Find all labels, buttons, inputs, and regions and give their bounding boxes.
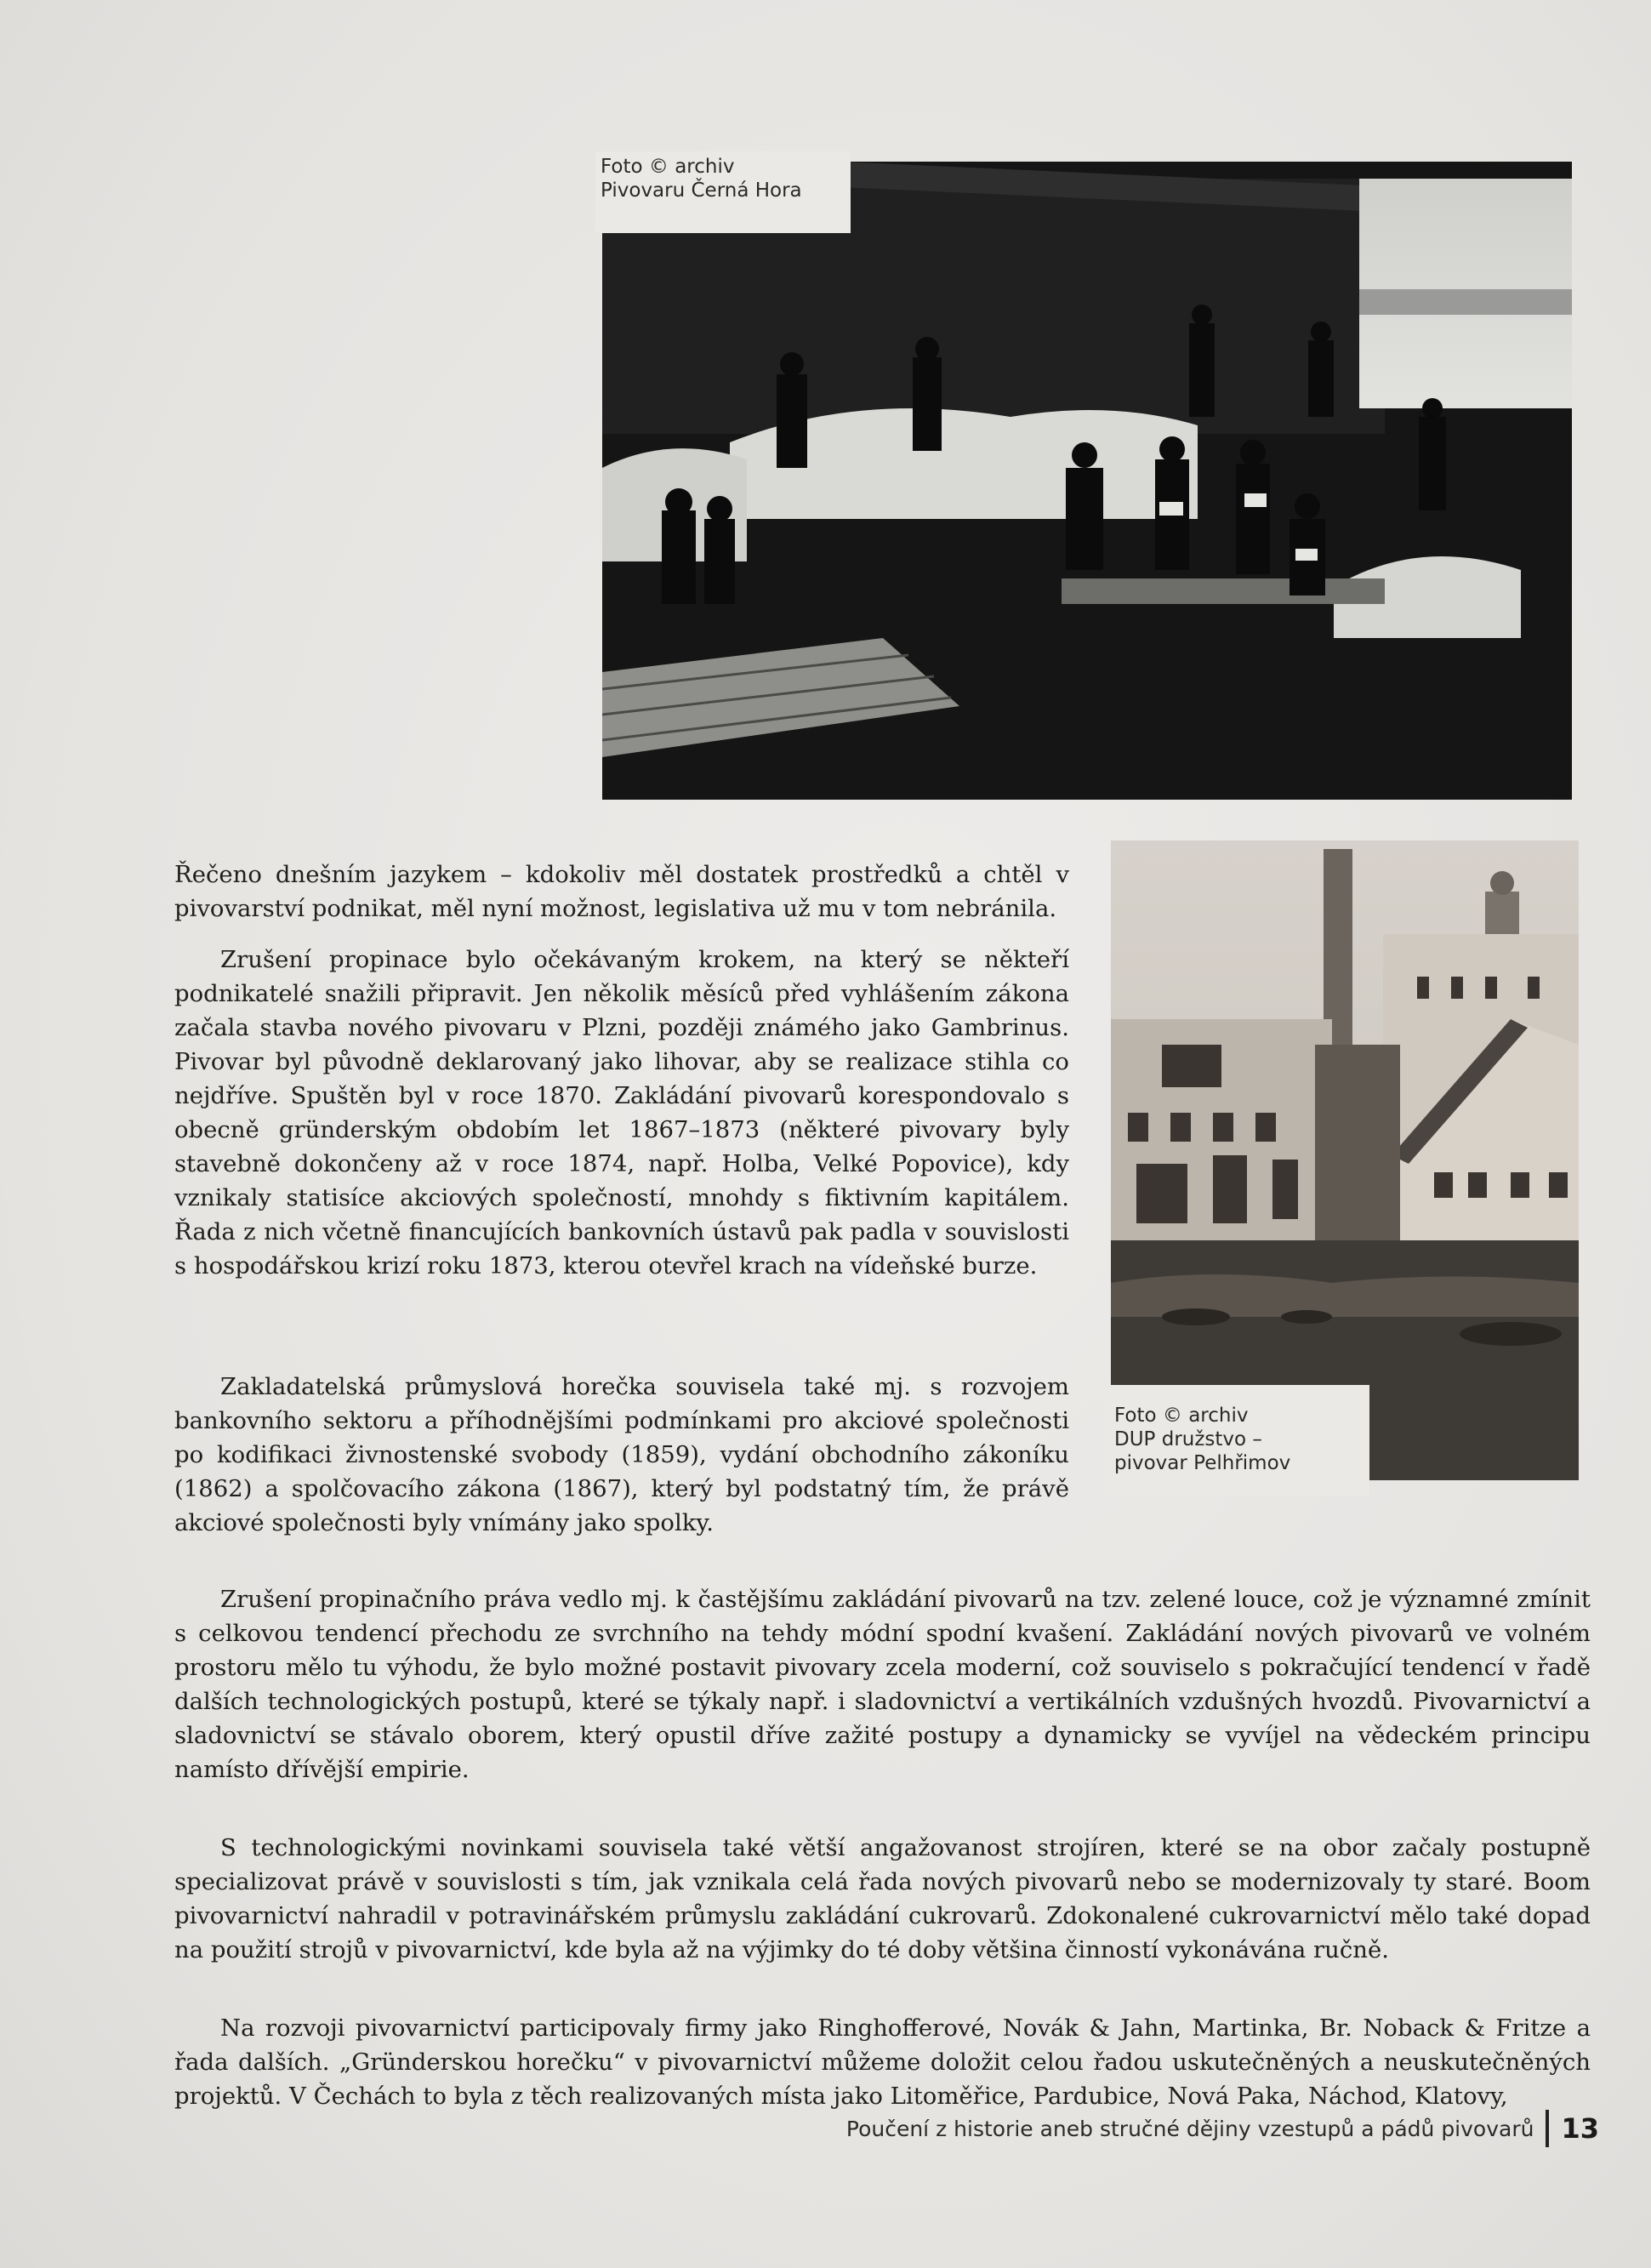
photo-right-caption-line: Foto © archiv [1114,1405,1249,1427]
photo-top-caption-line: Pivovaru Černá Hora [601,180,802,202]
photo-top-caption [601,155,802,202]
footer-separator [1546,2110,1549,2147]
page-footer [800,2110,1599,2147]
body-paragraph: Řečeno dnešním jazykem – kdokoliv měl dostatek prostředků a chtěl v pivovarství podnikat, měl nyní možnost, legislativa už mu v tom nebránila. [174,861,1069,922]
photo-right-caption-line: pivovar Pelhřimov [1114,1452,1291,1474]
photo-top-caption-line: Foto © archiv [601,156,735,178]
photo-ice-harvest [602,162,1572,800]
photo-right-caption [1114,1404,1290,1475]
page-number: 13 [1561,2112,1599,2145]
running-title: Poučení z historie aneb stručné dějiny vzestupů a pádů pivovarů [845,2116,1534,2141]
historic-photo-ice-harvest-icon [602,162,1572,800]
body-paragraph: S technologickými novinkami souvisela také větší angažovanost strojíren, které se na obor začaly postupně specializovat právě v souvislosti s tím, jak vznikala celá řada nových pivovarů nebo se modernizovaly ty staré. Boom pivovarnictví nahradil v potravinářském průmyslu zakládání cukrovarů. Zdokonalené cukrovarnictví mělo také dopad na použití strojů v pivovarnictví, kde byla až na výjimky do té doby většina činností vykonávána ručně. [174,1834,1591,1963]
photo-right-caption-line: DUP družstvo – [1114,1428,1262,1450]
body-paragraph: Zrušení propinačního práva vedlo mj. k častějšímu zakládání pivovarů na tzv. zelené louce, což je významné zmínit s celkovou tendencí přechodu ze svrchního na tehdy módní spodní kvašení. Zakládání nových pivovarů ve volném prostoru mělo tu výhodu, že bylo možné postavit pivovary zcela moderní, což souviselo s pokračující tendencí v řadě dalších technologických postupů, které se týkaly např. i sladovnictví a vertikálních vzdušných hvozdů. Pivovarnictví a sladovnictví se stávalo oborem, který opustil dříve zažité postupy a dynamicky se vyvíjel na vědeckém principu namísto dřívější empirie. [174,1586,1591,1783]
body-paragraph: Zakladatelská průmyslová horečka souvisela také mj. s rozvojem bankovního sektoru a příhodnějšími podmínkami pro akciové společnosti po kodifikaci živnostenské svobody (1859), vydání obchodního zákoníku (1862) a spolčovacího zákona (1867), který byl podstatný tím, že právě akciové společnosti byly vnímány jako spolky. [174,1373,1069,1536]
body-paragraph: Zrušení propinace bylo očekávaným krokem, na který se někteří podnikatelé snažili připravit. Jen několik měsíců před vyhlášením zákona začala stavba nového pivovaru v Plzni, později známého jako Gambrinus. Pivovar byl původně deklarovaný jako lihovar, aby se realizace stihla co nejdříve. Spuštěn byl v roce 1870. Zakládání pivovarů korespondovalo s obecně gründerským obdobím let 1867–1873 (některé pivovary byly stavebně dokončeny až v roce 1874, např. Holba, Velké Popovice), kdy vznikaly statisíce akciových společností, mnohdy s fiktivním kapitálem. Řada z nich včetně financujících bankovních ústavů pak padla v souvislosti s hospodářskou krizí roku 1873, kterou otevřel krach na vídeňské burze. [174,946,1069,1279]
body-paragraph: Na rozvoji pivovarnictví participovaly firmy jako Ringhofferové, Novák & Jahn, Martinka, Br. Noback & Fritze a řada dalších. „Gründerskou horečku“ v pivovarnictví můžeme doložit celou řadou uskutečněných a neuskutečněných projektů. V Čechách to byla z těch realizovaných místa jako Litoměřice, Pardubice, Nová Paka, Náchod, Klatovy, [174,2014,1591,2110]
